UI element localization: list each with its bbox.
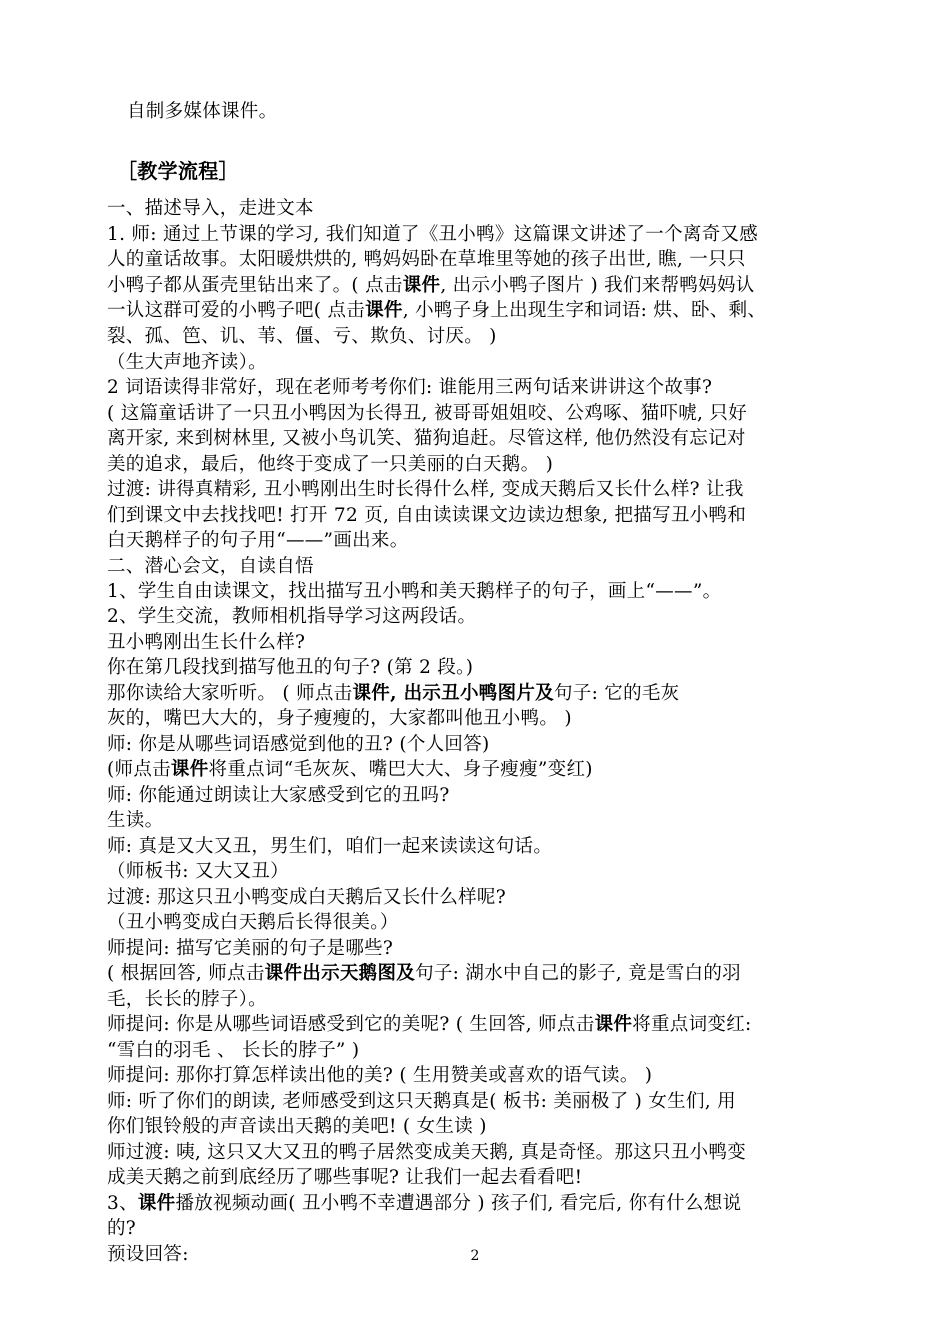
text-line — [107, 1192, 847, 1216]
text-span: 过渡: 那这只丑小鸭变成白天鹅后又长什么样呢? — [107, 887, 506, 908]
text-span: 3、 — [107, 1193, 138, 1214]
text-line — [107, 351, 847, 375]
section-heading — [117, 159, 857, 183]
text-span: 预设回答: — [107, 1244, 189, 1265]
text-line — [107, 1039, 847, 1063]
text-span: 们到课文中去找找吧! 打开 72 页, 自由读读课文边读边想象, 把描写丑小鸭和 — [107, 505, 747, 526]
text-span: “雪白的羽毛 、 长长的脖子” ) — [107, 1040, 360, 1061]
emphasis-text: 课件 — [170, 759, 209, 780]
text-span: 师提问: 描写它美丽的句子是哪些? — [107, 938, 394, 959]
text-span: 1. 师: 通过上节课的学习, 我们知道了《丑小鸭》这篇课文讲述了一个离奇又感 — [107, 224, 759, 245]
text-span: 2 词语读得非常好，现在老师考考你们: 谁能用三两句话来讲讲这个故事? — [107, 377, 713, 398]
text-line — [107, 427, 847, 451]
text-line — [107, 937, 847, 961]
text-line — [107, 656, 847, 680]
text-line — [107, 682, 847, 706]
text-line — [107, 580, 847, 604]
text-span: 师: 真是又大又丑，男生们，咱们一起来读读这句话。 — [107, 836, 553, 857]
text-span: 灰的，嘴巴大大的，身子瘦瘦的，大家都叫他丑小鸭。 ) — [107, 708, 572, 729]
text-line — [107, 1217, 847, 1241]
text-span: 师: 你是从哪些词语感觉到他的丑? (个人回答) — [107, 734, 490, 755]
text-span: ［教学流程］ — [117, 159, 239, 183]
text-line — [107, 707, 847, 731]
text-line — [107, 555, 847, 579]
text-span: 二、潜心会文，自读自悟 — [107, 556, 314, 577]
emphasis-text: 课件出示天鹅图及 — [264, 963, 416, 984]
text-span: 将重点词变红: — [632, 1014, 752, 1035]
text-span: 2、学生交流，教师相机指导学习这两段话。 — [107, 606, 477, 627]
text-span: , 出示小鸭子图片 ) 我们来帮鸭妈妈认 — [440, 275, 755, 296]
text-line — [107, 197, 847, 221]
emphasis-text: 课件 — [137, 1193, 176, 1214]
text-span: 丑小鸭刚出生长什么样? — [107, 632, 306, 653]
text-line — [107, 1115, 847, 1139]
text-span: 裂、孤、笆、讥、苇、僵、亏、欺负、讨厌。 ) — [107, 326, 497, 347]
text-span: 的? — [107, 1218, 137, 1239]
text-span: 师提问: 你是从哪些词语感受到它的美呢? ( 生回答, 师点击 — [107, 1014, 595, 1035]
text-line — [107, 809, 847, 833]
emphasis-text: 课件 — [365, 300, 403, 321]
text-span: ( 根据回答, 师点击 — [107, 963, 265, 984]
text-line — [107, 758, 847, 782]
text-span: 自制多媒体课件。 — [127, 101, 278, 122]
text-span: 美的追求，最后，他终于变成了一只美丽的白天鹅。 ) — [107, 454, 554, 475]
text-span: , 小鸭子身上出现生字和词语: 烘、卧、剩、 — [402, 300, 767, 321]
text-line — [107, 529, 847, 553]
emphasis-text: 课件 — [594, 1014, 633, 1035]
page-number: 2 — [470, 1248, 480, 1264]
emphasis-text: 课件, 出示丑小鸭图片及 — [352, 683, 554, 704]
emphasis-text: 课件 — [402, 275, 441, 296]
text-line — [107, 248, 847, 272]
text-span: 师提问: 那你打算怎样读出他的美? ( 生用赞美或喜欢的语气读。 ) — [107, 1065, 653, 1086]
text-span: ( 这篇童话讲了一只丑小鸭因为长得丑, 被哥哥姐姐咬、公鸡啄、猫吓唬, 只好 — [107, 403, 748, 424]
text-line — [107, 325, 847, 349]
text-line — [107, 1064, 847, 1088]
text-span: 毛，长长的脖子）。 — [107, 989, 267, 1010]
text-line — [107, 962, 847, 986]
text-span: 白天鹅样子的句子用“——”画出来。 — [107, 530, 409, 551]
text-span: 师: 你能通过朗读让大家感受到它的丑吗? — [107, 785, 450, 806]
text-line — [107, 453, 847, 477]
text-line — [107, 402, 847, 426]
text-span: 句子: 它的毛灰 — [553, 683, 680, 704]
text-span: 师: 听了你们的朗读, 老师感受到这只天鹅真是( 板书: 美丽极了 ) 女生们, 用 — [107, 1091, 736, 1112]
text-line — [107, 886, 847, 910]
text-line — [107, 911, 847, 935]
text-line — [107, 1243, 847, 1267]
text-line — [107, 299, 847, 323]
text-line — [107, 478, 847, 502]
text-span: (师点击 — [107, 759, 171, 780]
text-line — [107, 631, 847, 655]
text-span: 小鸭子都从蛋壳里钻出来了。( 点击 — [107, 275, 403, 296]
text-span: 离开家, 来到树林里, 又被小鸟讥笑、猫狗追赶。尽管这样, 他仍然没有忘记对 — [107, 428, 746, 449]
text-line — [107, 1090, 847, 1114]
text-line — [107, 1166, 847, 1190]
text-line — [107, 504, 847, 528]
text-span: 成美天鹅之前到底经历了哪些事呢? 让我们一起去看看吧! — [107, 1167, 583, 1188]
text-span: 1、学生自由读课文，找出描写丑小鸭和美天鹅样子的句子，画上“——”。 — [107, 581, 722, 602]
text-line — [107, 860, 847, 884]
text-span: 那你读给大家听听。 ( 师点击 — [107, 683, 353, 704]
text-line — [107, 733, 847, 757]
text-span: 句子: 湖水中自己的影子, 竟是雪白的羽 — [415, 963, 741, 984]
text-line — [107, 605, 847, 629]
text-span: （丑小鸭变成白天鹅后长得很美。） — [107, 912, 399, 933]
text-span: （师板书: 又大又丑） — [107, 861, 289, 882]
text-span: 生读。 — [107, 810, 164, 831]
text-span: 师过渡: 咦, 这只又大又丑的鸭子居然变成美天鹅, 真是奇怪。那这只丑小鸭变 — [107, 1142, 747, 1163]
text-line — [107, 274, 847, 298]
text-line — [107, 223, 847, 247]
text-line — [107, 376, 847, 400]
text-line — [107, 835, 847, 859]
text-span: 将重点词“毛灰灰、嘴巴大大、身子瘦瘦”变红) — [208, 759, 593, 780]
text-line — [107, 784, 847, 808]
text-line — [107, 988, 847, 1012]
text-line — [107, 1141, 847, 1165]
text-span: 过渡: 讲得真精彩, 丑小鸭刚出生时长得什么样, 变成天鹅后又长什么样? 让我 — [107, 479, 744, 500]
text-line — [107, 1013, 847, 1037]
text-span: 一认这群可爱的小鸭子吧( 点击 — [107, 300, 366, 321]
text-span: 播放视频动画( 丑小鸭不幸遭遇部分 ) 孩子们, 看完后, 你有什么想说 — [175, 1193, 742, 1214]
text-span: 一、描述导入，走进文本 — [107, 198, 314, 219]
text-span: 人的童话故事。太阳暖烘烘的, 鸭妈妈卧在草堆里等她的孩子出世, 瞧, 一只只 — [107, 249, 746, 270]
text-span: （生大声地齐读）。 — [107, 352, 267, 373]
text-line — [127, 100, 867, 124]
text-span: 你在第几段找到描写他丑的句子? (第 2 段。) — [107, 657, 474, 678]
text-span: 你们银铃般的声音读出天鹅的美吧! ( 女生读 ) — [107, 1116, 487, 1137]
